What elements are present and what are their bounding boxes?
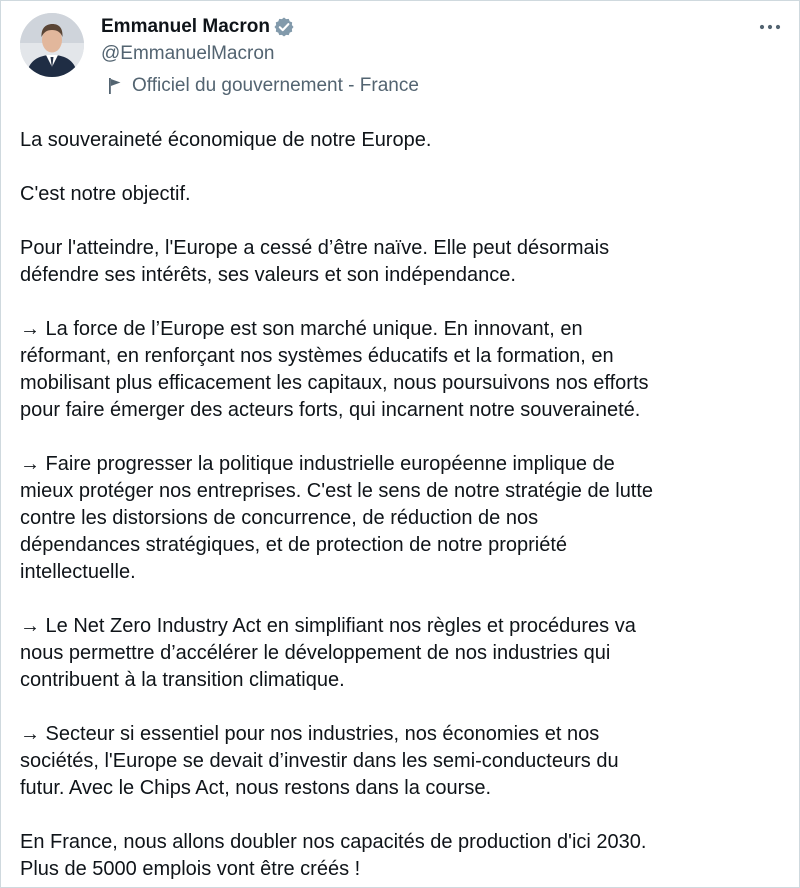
avatar-image <box>20 13 84 77</box>
tweet-paragraph: → Faire progresser la politique industrielle européenne implique de mieux protéger nos entreprises. C'est le sens de notre stratégie de lutte contre les distorsions de concurrence, de réduction de nos dépendances stratégiques, et de protection de notre propriété intellectuelle. <box>20 453 654 583</box>
tweet-paragraph: Pour l'atteindre, l'Europe a cessé d’être naïve. Elle peut désormais défendre ses intérêts, ses valeurs et son indépendance. <box>20 237 610 286</box>
tweet-paragraph: → Secteur si essentiel pour nos industries, nos économies et nos sociétés, l'Europe se devait d’investir dans les semi-conducteurs du futur. Avec le Chips Act, nous restons dans la course. <box>20 723 619 799</box>
tweet-paragraph: → La force de l’Europe est son marché unique. En innovant, en réformant, en renforçant nos systèmes éducatifs et la formation, en mobilisant plus efficacement les capitaux, nous poursuivons nos efforts pour faire émerger des acteurs forts, qui incarnent notre souveraineté. <box>20 318 649 421</box>
affiliation-label: Officiel du gouvernement - France <box>132 75 419 96</box>
display-name[interactable]: Emmanuel Macron <box>101 16 270 37</box>
avatar[interactable] <box>20 13 84 77</box>
flag-icon <box>107 77 123 95</box>
tweet-text <box>20 127 785 883</box>
tweet-paragraph: En France, nous allons doubler nos capacités de production d'ici 2030. Plus de 5000 emplois vont être créés ! <box>20 831 647 880</box>
verified-badge-icon <box>273 16 295 38</box>
handle[interactable]: @EmmanuelMacron <box>101 43 275 64</box>
name-row <box>101 14 295 40</box>
author-header <box>101 14 295 67</box>
tweet-paragraph: → Le Net Zero Industry Act en simplifiant nos règles et procédures va nous permettre d’accélérer le développement de nos industries qui contribuent à la transition climatique. <box>20 615 636 691</box>
more-options-button[interactable] <box>755 15 785 39</box>
affiliation-label-row[interactable] <box>107 74 419 98</box>
tweet-paragraph: C'est notre objectif. <box>20 183 191 205</box>
tweet-paragraph: La souveraineté économique de notre Europe. <box>20 129 432 151</box>
more-options-icon <box>758 23 782 31</box>
